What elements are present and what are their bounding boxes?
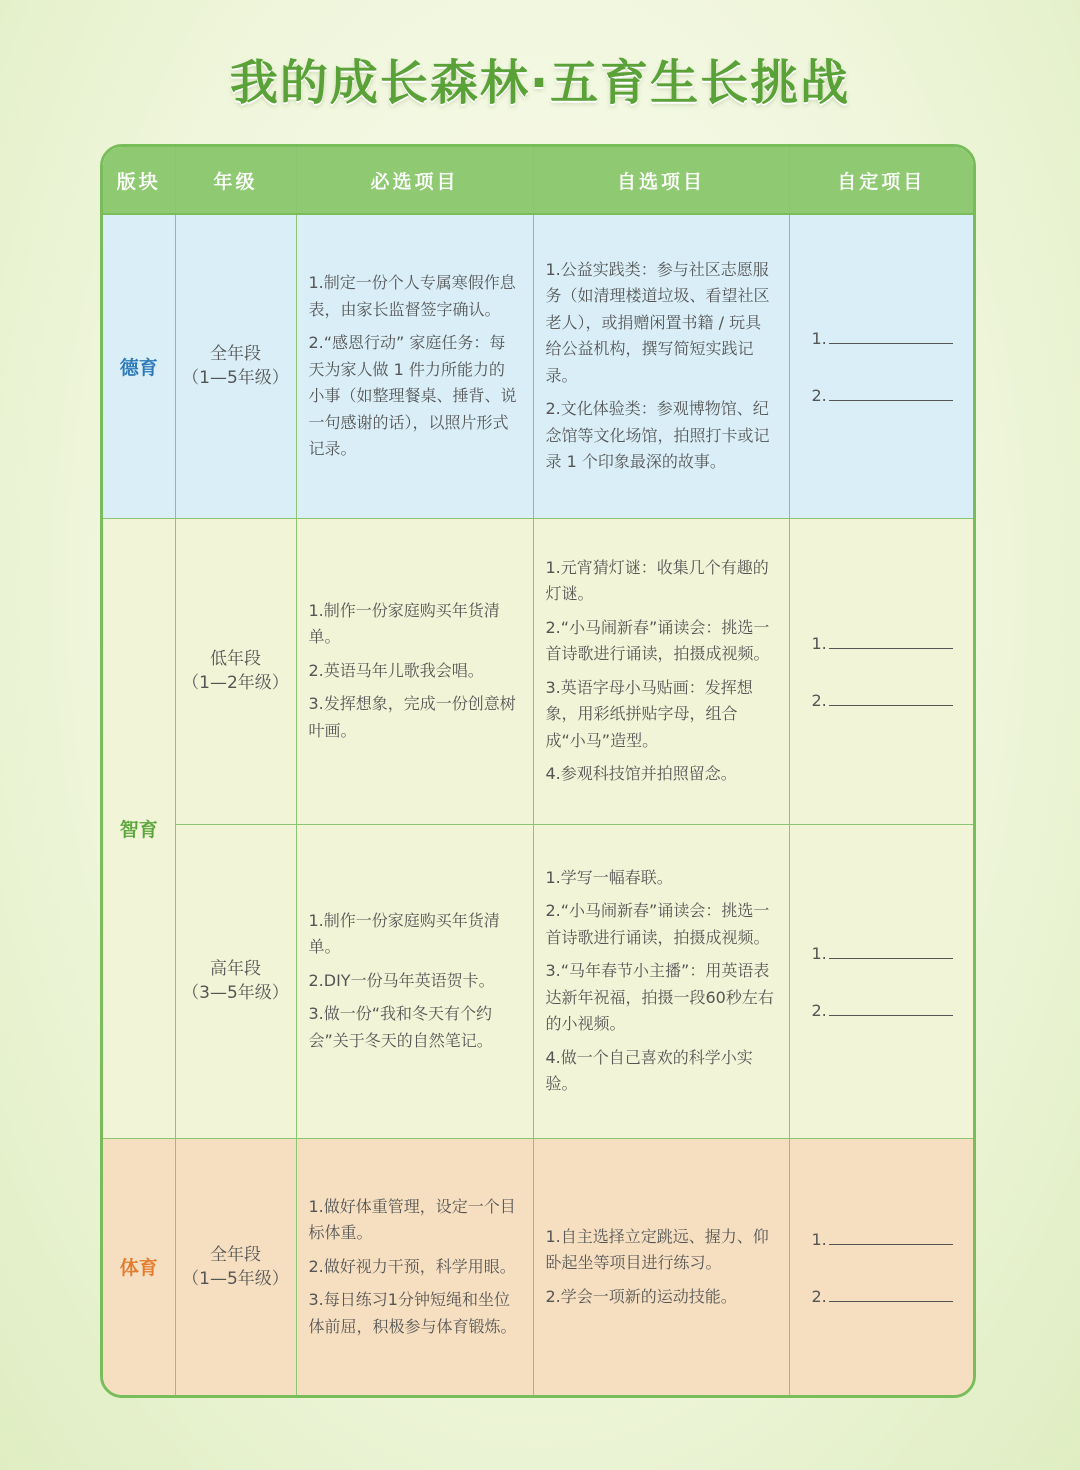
required-cell: [296, 824, 533, 1138]
table-row: [103, 1138, 973, 1395]
grade-cell: [175, 518, 296, 824]
grade-range: （1—5年级）: [182, 1268, 289, 1289]
optional-item: 2.文化体验类：参观博物馆、纪念馆等文化场馆，拍照打卡或记录 1 个印象最深的故事。: [545, 399, 770, 472]
optional-cell: [533, 214, 789, 518]
optional-cell: [533, 1138, 789, 1395]
blank-number: 1.: [811, 634, 827, 653]
required-item: 3.发挥想象，完成一份创意树叶画。: [308, 694, 516, 740]
custom-blank-2[interactable]: [790, 384, 974, 405]
custom-blank-1[interactable]: [790, 327, 974, 348]
challenge-table: [100, 144, 976, 1398]
custom-blank-1[interactable]: [790, 942, 974, 963]
header-required: 必选项目: [296, 147, 533, 214]
blank-line: [829, 942, 953, 959]
custom-cell: [789, 824, 973, 1138]
required-cell: [296, 214, 533, 518]
blank-line: [829, 999, 953, 1016]
optional-item: 2.“小马闹新春”诵读会：挑选一首诗歌进行诵读，拍摄成视频。: [545, 901, 770, 947]
custom-blank-2[interactable]: [790, 689, 974, 710]
required-item: 1.制定一份个人专属寒假作息表，由家长监督签字确认。: [308, 273, 516, 319]
page-title: 我的成长森林·五育生长挑战: [229, 55, 851, 111]
header-optional: 自选项目: [533, 147, 789, 214]
optional-item: 3.英语字母小马贴画：发挥想象，用彩纸拼贴字母，组合成“小马”造型。: [545, 677, 753, 750]
custom-blank-2[interactable]: [790, 999, 974, 1020]
blank-number: 1.: [811, 1229, 827, 1249]
blank-line: [829, 1228, 953, 1245]
blank-number: 2.: [811, 386, 827, 406]
custom-blank-2[interactable]: [790, 1285, 974, 1306]
challenge-grid: [103, 147, 973, 1395]
blank-number: 2.: [811, 1001, 827, 1020]
required-cell: [296, 518, 533, 824]
blank-line: [829, 1285, 953, 1302]
blank-number: 2.: [811, 1286, 827, 1306]
optional-item: 4.参观科技馆并拍照留念。: [545, 764, 737, 783]
required-item: 2.英语马年儿歌我会唱。: [308, 660, 484, 680]
required-item: 1.做好体重管理，设定一个目标体重。: [308, 1196, 516, 1242]
block-moral: 德育: [103, 214, 175, 518]
optional-cell: [533, 518, 789, 824]
required-item: 2.“感恩行动” 家庭任务：每天为家人做 1 件力所能力的小事（如整理餐桌、捶背、说一句感谢的话），以照片形式记录。: [308, 333, 517, 458]
blank-line: [829, 384, 953, 401]
header-grade: 年级: [175, 147, 296, 214]
grade-range: （1—2年级）: [182, 673, 289, 693]
grade-label: 低年段: [210, 649, 261, 669]
blank-line: [829, 689, 953, 706]
blank-number: 2.: [811, 691, 827, 710]
block-intellectual: 智育: [103, 518, 175, 1138]
optional-item: 1.自主选择立定跳远、握力、仰卧起坐等项目进行练习。: [545, 1226, 769, 1272]
custom-blank-1[interactable]: [790, 632, 974, 653]
required-item: 1.制作一份家庭购买年货清单。: [308, 600, 500, 647]
required-item: 3.做一份“我和冬天有个约会”关于冬天的自然笔记。: [308, 1004, 493, 1050]
block-physical: 体育: [103, 1138, 175, 1395]
grade-cell: [175, 214, 296, 518]
optional-cell: [533, 824, 789, 1138]
custom-cell: [789, 214, 973, 518]
optional-item: 4.做一个自己喜欢的科学小实验。: [545, 1047, 753, 1093]
required-cell: [296, 1138, 533, 1395]
header-block: 版块: [103, 147, 175, 214]
table-row: [103, 518, 973, 824]
blank-line: [829, 327, 953, 344]
grade-label: 全年段: [210, 344, 261, 365]
grade-label: 高年段: [210, 959, 261, 979]
grade-label: 全年段: [210, 1244, 261, 1265]
header-custom: 自定项目: [789, 147, 973, 214]
optional-item: 1.元宵猜灯谜：收集几个有趣的灯谜。: [545, 557, 769, 603]
custom-cell: [789, 1138, 973, 1395]
required-item: 2.DIY一份马年英语贺卡。: [308, 970, 495, 990]
optional-item: 2.“小马闹新春”诵读会：挑选一首诗歌进行诵读，拍摄成视频。: [545, 617, 770, 663]
grade-range: （3—5年级）: [182, 983, 289, 1003]
optional-item: 1.公益实践类：参与社区志愿服务（如清理楼道垃圾、看望社区老人），或捐赠闲置书籍 / 玩具给公益机构，撰写简短实践记录。: [545, 259, 770, 385]
optional-item: 3.“马年春节小主播”：用英语表达新年祝福，拍摄一段60秒左右的小视频。: [545, 961, 774, 1033]
grade-cell: [175, 824, 296, 1138]
grade-range: （1—5年级）: [182, 368, 289, 389]
table-header-row: [103, 147, 973, 214]
blank-number: 1.: [811, 944, 827, 963]
required-item: 2.做好视力干预，科学用眼。: [308, 1256, 516, 1276]
required-item: 1.制作一份家庭购买年货清单。: [308, 910, 500, 957]
table-row: [103, 214, 973, 518]
blank-number: 1.: [811, 329, 827, 349]
required-item: 3.每日练习1分钟短绳和坐位体前屈，积极参与体育锻炼。: [308, 1290, 517, 1336]
table-row: [103, 824, 973, 1138]
optional-item: 1.学写一幅春联。: [545, 867, 673, 887]
grade-cell: [175, 1138, 296, 1395]
custom-blank-1[interactable]: [790, 1228, 974, 1249]
optional-item: 2.学会一项新的运动技能。: [545, 1286, 737, 1306]
custom-cell: [789, 518, 973, 824]
blank-line: [829, 632, 953, 649]
